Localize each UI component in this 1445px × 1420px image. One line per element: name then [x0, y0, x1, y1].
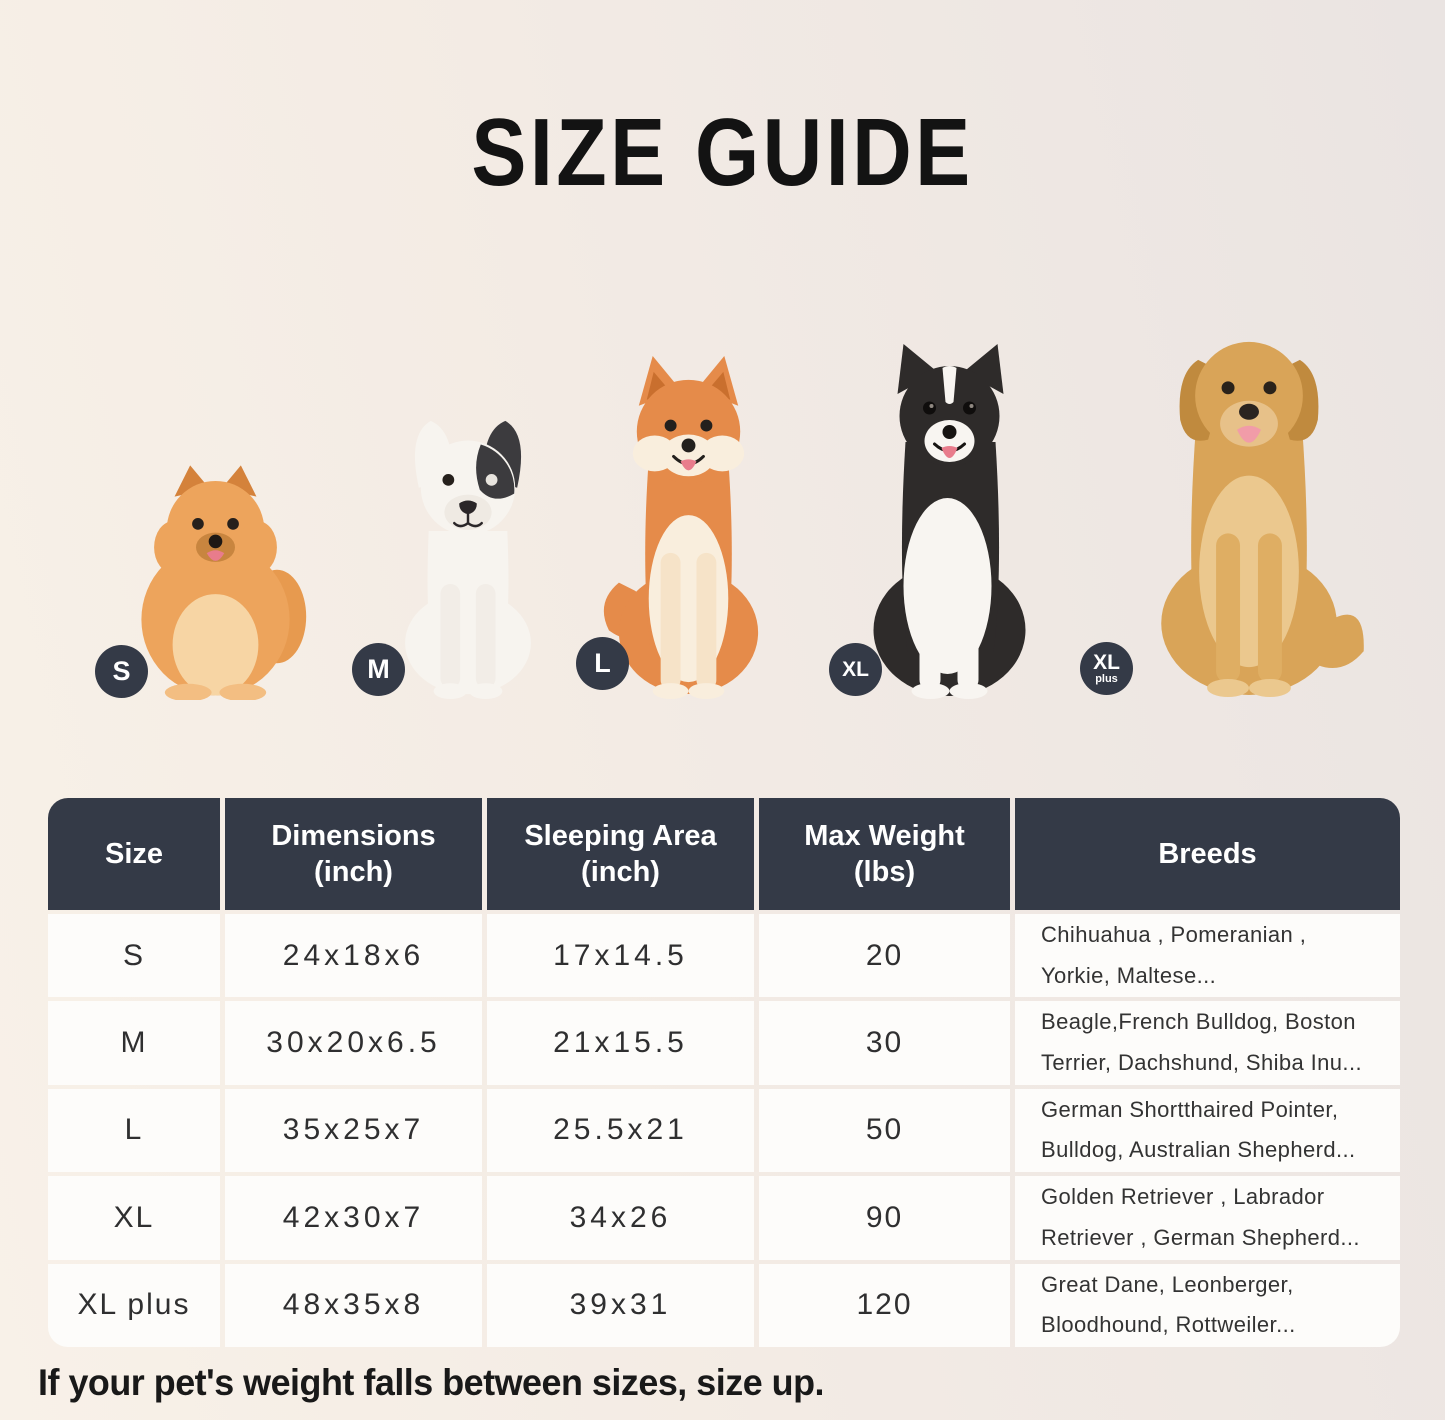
column-header-sleeping-area: Sleeping Area (inch): [487, 798, 754, 910]
border-collie-dog-illustration: [840, 338, 1058, 700]
column-header-breeds: Breeds: [1015, 798, 1400, 910]
cell-xl-sleeping-area: 34x26: [487, 1176, 754, 1259]
cell-xl-breeds: Golden Retriever , Labrador Retriever , German Shepherd...: [1015, 1176, 1400, 1259]
sizing-note: If your pet's weight falls between sizes, size up.: [38, 1362, 825, 1403]
page-title: SIZE GUIDE: [471, 99, 974, 206]
cell-xl-plus-breeds: Great Dane, Leonberger, Bloodhound, Rottweiler...: [1015, 1264, 1400, 1347]
cell-xl-plus-max-weight: 120: [759, 1264, 1010, 1347]
cell-m-max-weight: 30: [759, 1001, 1010, 1084]
cell-s-dimensions: 24x18x6: [225, 914, 482, 997]
size-table: [48, 798, 1400, 1347]
cell-l-dimensions: 35x25x7: [225, 1089, 482, 1172]
cell-l-breeds: German Shortthaired Pointer, Bulldog, Australian Shepherd...: [1015, 1089, 1400, 1172]
cell-xl-plus-size: XL plus: [48, 1264, 220, 1347]
cell-s-size: S: [48, 914, 220, 997]
column-header-size: Size: [48, 798, 220, 910]
cell-xl-plus-sleeping-area: 39x31: [487, 1264, 754, 1347]
cell-s-breeds: Chihuahua , Pomeranian , Yorkie, Maltese...: [1015, 914, 1400, 997]
column-header-dimensions: Dimensions (inch): [225, 798, 482, 910]
cell-s-max-weight: 20: [759, 914, 1010, 997]
cell-m-size: M: [48, 1001, 220, 1084]
cell-l-sleeping-area: 25.5x21: [487, 1089, 754, 1172]
cell-s-sleeping-area: 17x14.5: [487, 914, 754, 997]
cell-xl-plus-dimensions: 48x35x8: [225, 1264, 482, 1347]
cell-m-breeds: Beagle,French Bulldog, Boston Terrier, Dachshund, Shiba Inu...: [1015, 1001, 1400, 1084]
golden-retriever-dog-illustration: [1122, 316, 1376, 700]
size-badge-l: L: [576, 637, 629, 690]
column-header-max-weight: Max Weight (lbs): [759, 798, 1010, 910]
cell-l-max-weight: 50: [759, 1089, 1010, 1172]
size-badge-s: S: [95, 645, 148, 698]
pomeranian-dog-illustration: [118, 455, 313, 700]
cell-xl-size: XL: [48, 1176, 220, 1259]
size-badge-xl: XL: [829, 643, 882, 696]
size-badge-xl-plus: XL plus: [1080, 642, 1133, 695]
cell-l-size: L: [48, 1089, 220, 1172]
cell-m-dimensions: 30x20x6.5: [225, 1001, 482, 1084]
cell-xl-dimensions: 42x30x7: [225, 1176, 482, 1259]
size-badge-m: M: [352, 643, 405, 696]
cell-m-sleeping-area: 21x15.5: [487, 1001, 754, 1084]
cell-xl-max-weight: 90: [759, 1176, 1010, 1259]
